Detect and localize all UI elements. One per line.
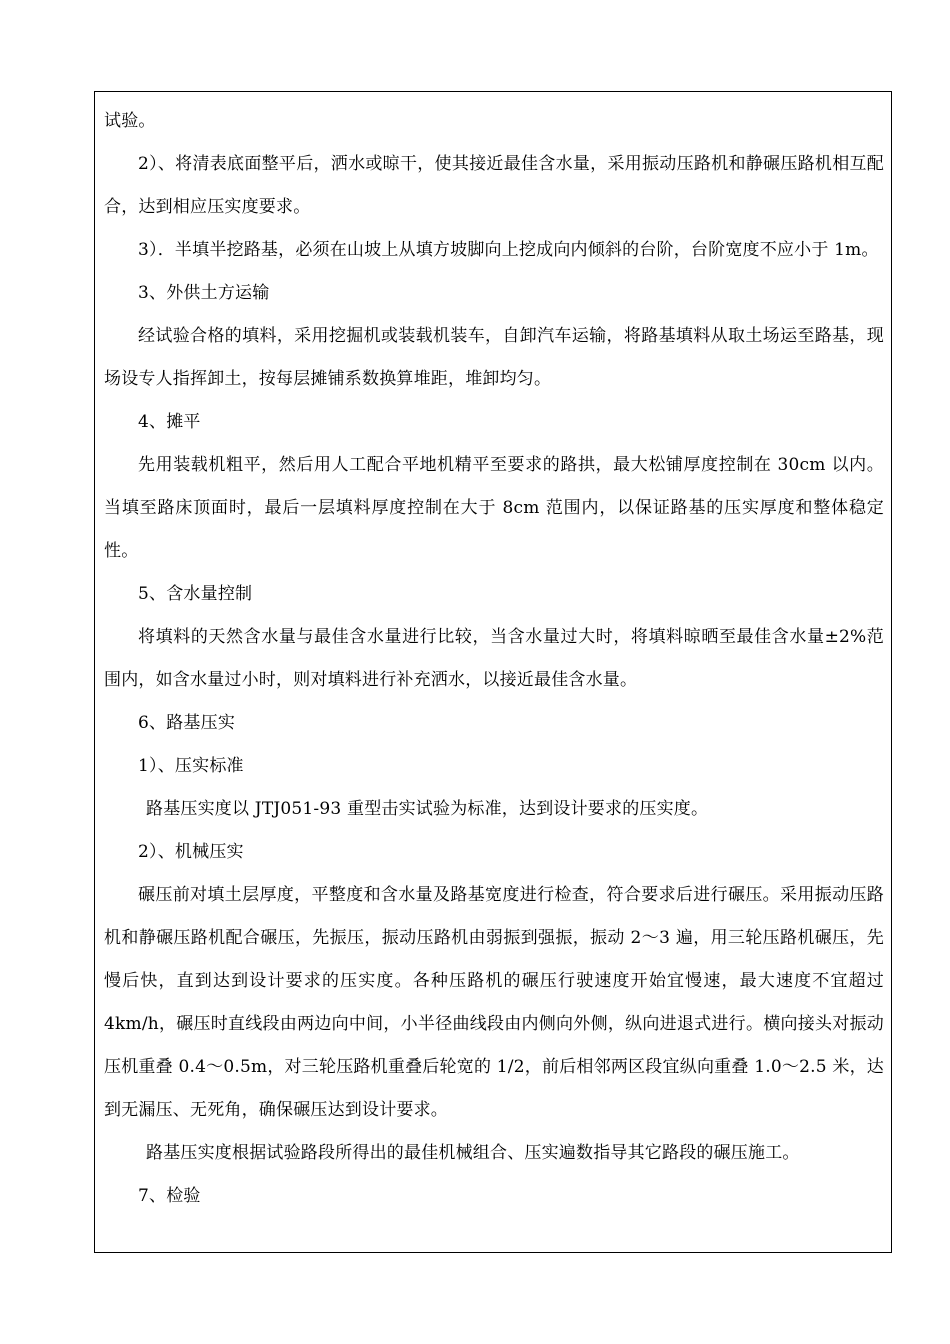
paragraph-mechanical-compaction: 碾压前对填土层厚度，平整度和含水量及路基宽度进行检查，符合要求后进行碾压。采用振动压路机和静碾压路机配合碾压，先振压，振动压路机由弱振到强振，振动 2～3 遍，用三轮压路机碾压，先慢后快，直到达到设计要求的压实度。各种压路机的碾压行驶速度开始宜慢速，最大速度不宜超过 4km/h，碾压时直线段由两边向中间，小半径曲线段由内侧向外侧，纵向进退式进行。横向接头对振动压机重叠 0.4～0.5m，对三轮压路机重叠后轮宽的 1/2，前后相邻两区段宜纵向重叠 1.0～2.5 米，达到无漏压、无死角，确保碾压达到设计要求。 <box>104 885 884 1120</box>
paragraph-compaction-standard: 路基压实度以 JTJ051-93 重型击实试验为标准，达到设计要求的压实度。 <box>146 799 709 819</box>
paragraph-trial-end: 试验。 <box>104 111 156 131</box>
heading-inspection: 7、检验 <box>138 1186 201 1206</box>
paragraph-compaction-guidance: 路基压实度根据试验路段所得出的最佳机械组合、压实遍数指导其它路段的碾压施工。 <box>146 1143 800 1163</box>
document-body <box>104 100 884 1218</box>
heading-spreading: 4、摊平 <box>138 412 201 432</box>
heading-mechanical-compaction: 2）、机械压实 <box>138 842 244 862</box>
paragraph-half-fill-half-cut: 3）．半填半挖路基，必须在山坡上从填方坡脚向上挖成向内倾斜的台阶，台阶宽度不应小于 1m。 <box>138 240 879 260</box>
paragraph-moisture-control: 将填料的天然含水量与最佳含水量进行比较，当含水量过大时，将填料晾晒至最佳含水量±2%范围内，如含水量过小时，则对填料进行补充洒水，以接近最佳含水量。 <box>104 627 884 690</box>
paragraph-earth-transport: 经试验合格的填料，采用挖掘机或装载机装车，自卸汽车运输，将路基填料从取土场运至路基，现场设专人指挥卸土，按每层摊铺系数换算堆距，堆卸均匀。 <box>104 326 884 389</box>
heading-earth-transport: 3、外供土方运输 <box>138 283 270 303</box>
paragraph-leveling-watering: 2）、将清表底面整平后，洒水或晾干，使其接近最佳含水量，采用振动压路机和静碾压路机相互配合，达到相应压实度要求。 <box>104 154 884 217</box>
paragraph-spreading: 先用装载机粗平，然后用人工配合平地机精平至要求的路拱，最大松铺厚度控制在 30cm 以内。当填至路床顶面时，最后一层填料厚度控制在大于 8cm 范围内，以保证路基的压实厚度和整体稳定性。 <box>104 455 884 561</box>
heading-compaction-standard: 1）、压实标准 <box>138 756 244 776</box>
heading-compaction: 6、路基压实 <box>138 713 236 733</box>
heading-moisture-control: 5、含水量控制 <box>138 584 253 604</box>
